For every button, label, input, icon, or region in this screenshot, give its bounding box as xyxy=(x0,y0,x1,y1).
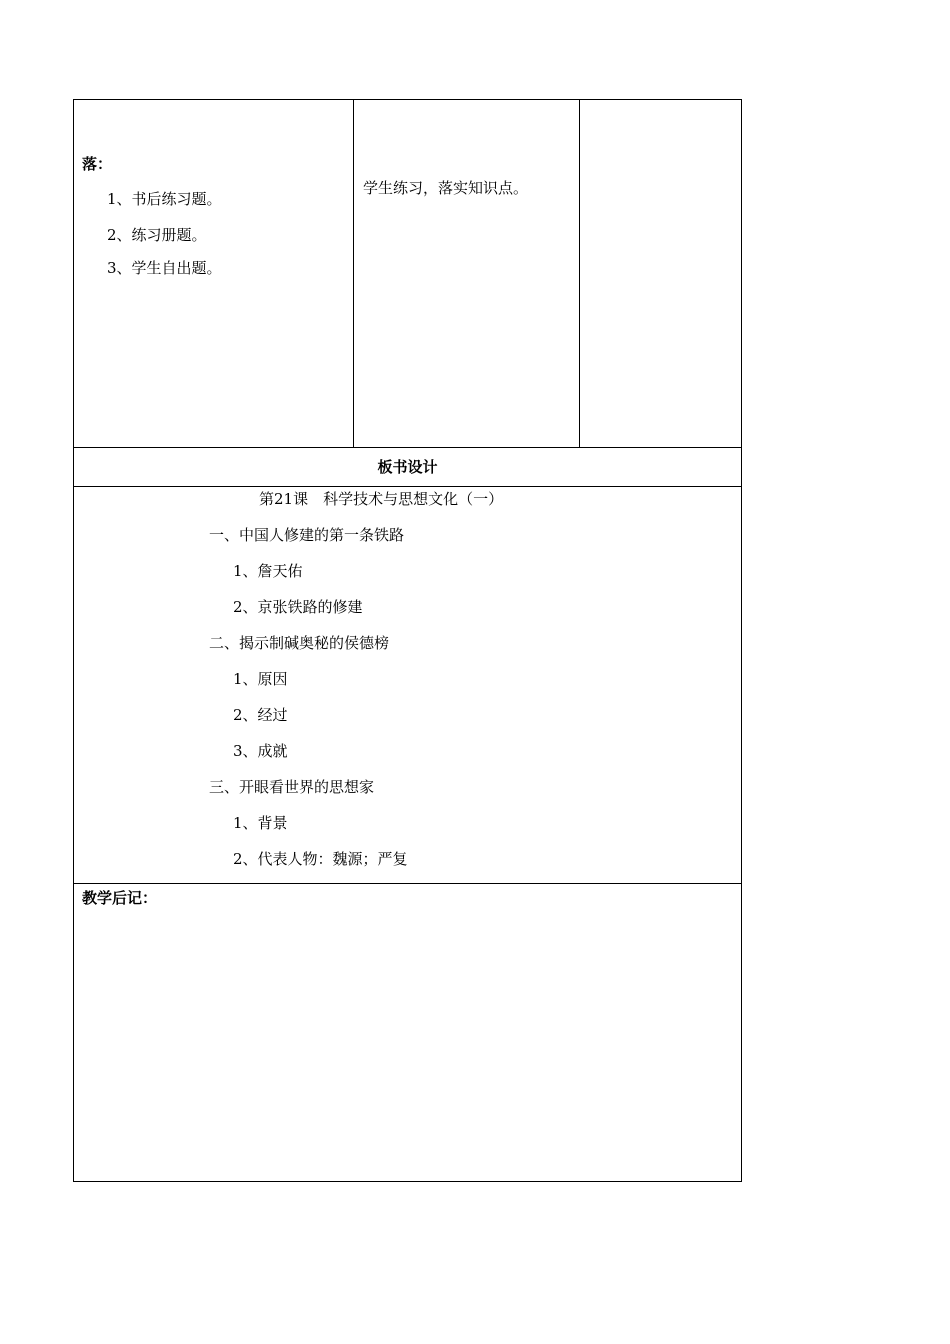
outline-item: 一、中国人修建的第一条铁路 xyxy=(209,526,405,544)
lesson-title: 第21课 科学技术与思想文化（一） xyxy=(259,490,504,508)
outline-item: 3、成就 xyxy=(233,742,288,760)
practice-item-3: 3、学生自出题。 xyxy=(107,259,222,277)
practice-item-1: 1、书后练习题。 xyxy=(107,190,222,208)
board-design-content xyxy=(74,487,741,884)
outline-item: 二、揭示制碱奥秘的侯德榜 xyxy=(209,634,390,652)
student-activity-text: 学生练习，落实知识点。 xyxy=(363,179,529,197)
teaching-notes-heading: 教学后记： xyxy=(82,889,158,907)
outline-item: 三、开眼看世界的思想家 xyxy=(209,778,375,796)
outline-item: 2、经过 xyxy=(233,706,288,724)
teacher-activity-cell xyxy=(74,100,354,447)
notes-cell xyxy=(580,100,741,447)
teaching-notes-row xyxy=(74,884,741,1181)
practice-row xyxy=(74,100,741,448)
board-design-heading: 板书设计 xyxy=(377,458,438,476)
outline-item: 2、代表人物：魏源；严复 xyxy=(233,850,408,868)
outline-item: 1、原因 xyxy=(233,670,288,688)
outline-item: 1、背景 xyxy=(233,814,288,832)
student-activity-cell xyxy=(354,100,580,447)
section-heading: 落： xyxy=(82,155,113,173)
outline-item: 1、詹天佑 xyxy=(233,562,303,580)
outline-item: 2、京张铁路的修建 xyxy=(233,598,363,616)
practice-item-2: 2、练习册题。 xyxy=(107,226,207,244)
lesson-plan-table xyxy=(73,99,742,1182)
board-design-heading-row xyxy=(74,448,741,487)
